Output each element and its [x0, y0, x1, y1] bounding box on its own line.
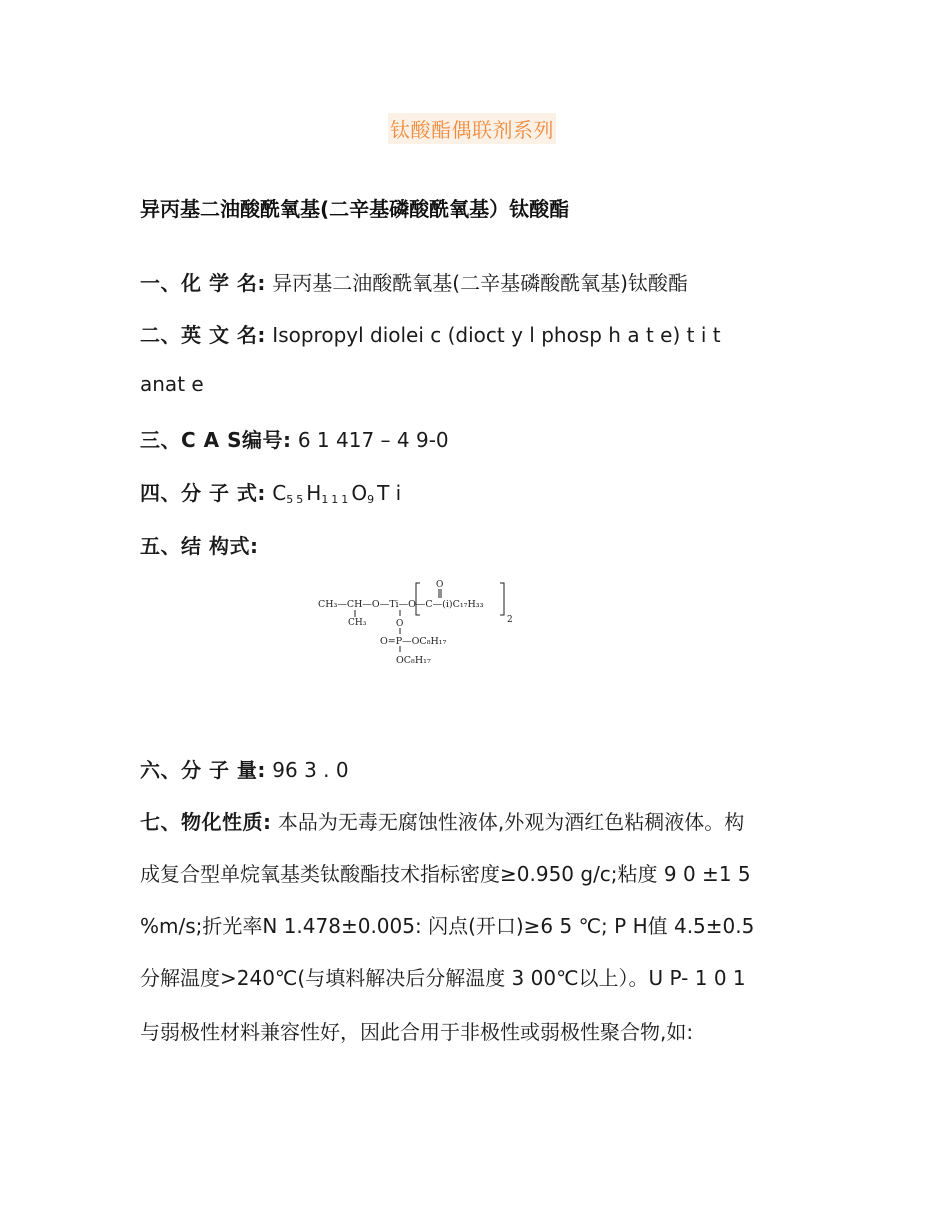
- cas-line: [140, 424, 449, 453]
- formula-label: 四、分 子 式:: [140, 481, 266, 505]
- formula-line: [140, 477, 401, 506]
- mw-line: [140, 754, 349, 783]
- formula-h: H: [306, 481, 322, 505]
- properties-label: 七、物化性质:: [140, 810, 272, 834]
- english-name-label: 二、英 文 名:: [140, 323, 266, 347]
- struct-bracket-sub: 2: [507, 615, 513, 625]
- properties-line-4: 分解温度>240℃(与填料解决后分解温度 3 00℃以上）。U P- 1 0 1: [140, 966, 746, 990]
- chem-name-label: 一、化 学 名:: [140, 271, 266, 295]
- struct-oc8: OC₈H₁₇: [396, 655, 431, 666]
- properties-line-5: 与弱极性材料兼容性好，因此合用于非极性或弱极性聚合物,如:: [140, 1020, 694, 1044]
- cas-label: 三、C A S编号:: [140, 428, 292, 452]
- product-name-heading: 异丙基二油酸酰氧基(二辛基磷酸酰氧基）钛酸酯: [140, 197, 570, 221]
- english-name-value: Isopropyl diolei c (dioct y l phosp h a t e) t i t: [272, 323, 721, 347]
- formula-ti: T i: [377, 481, 402, 505]
- structural-formula-figure: [318, 575, 528, 675]
- structure-line: [140, 530, 258, 559]
- mw-value: 96 3 . 0: [272, 758, 349, 782]
- chem-name-value: 异丙基二油酸酰氧基(二辛基磷酸酰氧基)钛酸酯: [272, 271, 688, 295]
- struct-main-chain: CH₃—CH—O—Ti—O—C—(i)C₁₇H₃₃: [318, 599, 484, 610]
- properties-line-3: %m/s;折光率N 1.478±0.005: 闪点(开口)≥6 5 ℃; P H值 4.5±0.5: [140, 914, 755, 938]
- formula-value: [272, 481, 401, 505]
- page-title: 钛酸酯偶联剂系列: [388, 113, 556, 144]
- structural-formula-svg: [318, 575, 528, 675]
- struct-p-line: O=P—OC₈H₁₇: [380, 636, 447, 647]
- struct-ch3-branch: CH₃: [348, 618, 367, 628]
- chem-name-line: [140, 267, 688, 296]
- cas-value: 6 1 417 – 4 9-0: [297, 428, 449, 452]
- struct-carbonyl-o: O: [436, 580, 444, 590]
- formula-o: O: [351, 481, 368, 505]
- english-name-line: [140, 319, 721, 348]
- properties-line-2: 成复合型单烷氧基类钛酸酯技术指标密度≥0.950 g/c;粘度 9 0 ±1 5: [140, 862, 751, 886]
- english-name-line-2: anat e: [140, 372, 204, 396]
- struct-ti-o: O: [396, 619, 404, 629]
- formula-o-sub: 9: [367, 493, 378, 506]
- mw-label: 六、分 子 量:: [140, 758, 266, 782]
- formula-h-sub: 111: [321, 493, 352, 506]
- formula-c: C: [272, 481, 287, 505]
- properties-line-1: [140, 806, 744, 835]
- structure-label: 五、结 构式:: [140, 534, 259, 558]
- properties-text-1: 本品为无毒无腐蚀性液体,外观为酒红色粘稠液体。构: [277, 810, 745, 834]
- formula-c-sub: 55: [286, 493, 307, 506]
